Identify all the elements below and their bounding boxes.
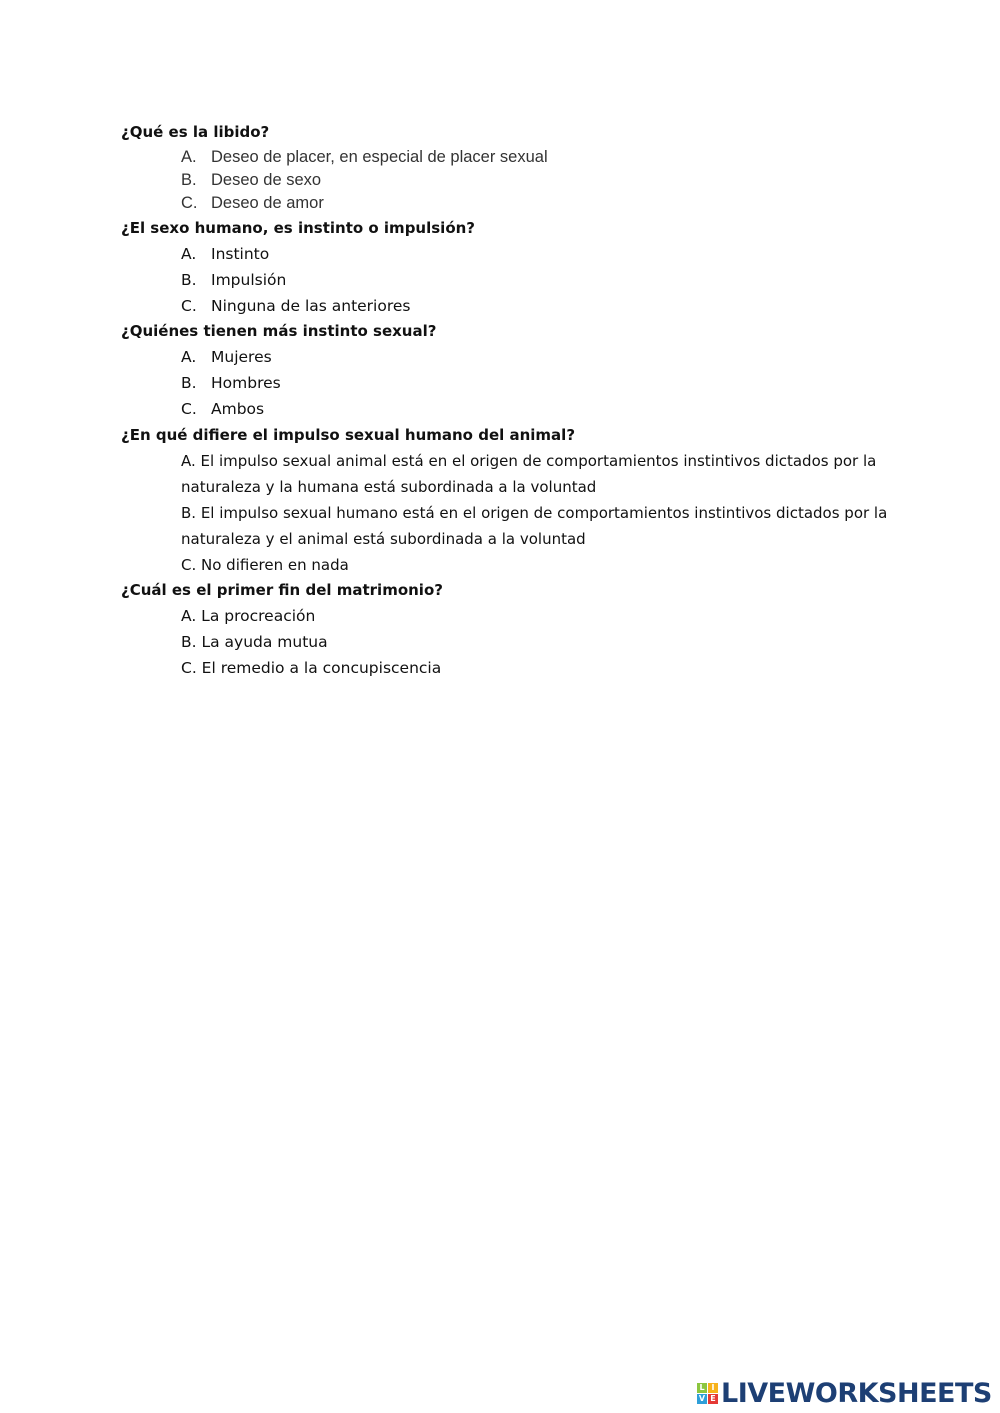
logo-letter: I xyxy=(708,1383,718,1393)
option-3a[interactable] xyxy=(181,347,272,367)
option-text: Instinto xyxy=(211,245,270,263)
option-text: Mujeres xyxy=(211,348,272,366)
option-2a[interactable] xyxy=(181,244,269,264)
option-4b-line2[interactable]: naturaleza y el animal está subordinada a la voluntad xyxy=(181,530,586,548)
option-1c[interactable] xyxy=(181,193,324,213)
option-3c[interactable] xyxy=(181,399,264,419)
option-text: Impulsión xyxy=(211,271,287,289)
logo-letter: L xyxy=(697,1383,707,1393)
option-text: Hombres xyxy=(211,374,281,392)
option-text: Deseo de sexo xyxy=(211,171,322,189)
option-1a[interactable] xyxy=(181,147,548,167)
option-letter: B. xyxy=(181,171,197,189)
question-4: ¿En qué difiere el impulso sexual humano del animal? xyxy=(121,426,576,444)
option-2c[interactable] xyxy=(181,296,411,316)
option-letter: A. xyxy=(181,348,197,366)
question-3: ¿Quiénes tienen más instinto sexual? xyxy=(121,322,437,340)
option-4a-line1[interactable]: A. El impulso sexual animal está en el origen de comportamientos instintivos dictados por la xyxy=(181,452,877,470)
option-4c[interactable]: C. No difieren en nada xyxy=(181,556,349,574)
option-letter: A. xyxy=(181,148,197,166)
logo-letter: V xyxy=(698,1394,706,1403)
option-3b[interactable] xyxy=(181,373,281,393)
logo-letter: E xyxy=(708,1394,718,1404)
logo-text: LIVEWORKSHEETS xyxy=(721,1378,992,1409)
option-text: Ambos xyxy=(211,400,265,418)
option-text: Deseo de amor xyxy=(211,194,324,212)
option-1b[interactable] xyxy=(181,170,321,190)
option-letter: B. xyxy=(181,271,197,289)
option-letter: B. xyxy=(181,374,197,392)
liveworksheets-logo xyxy=(697,1378,992,1409)
logo-cube-icon xyxy=(697,1383,718,1404)
option-4b-line1[interactable]: B. El impulso sexual humano está en el origen de comportamientos instintivos dictados por la xyxy=(181,504,888,522)
option-letter: C. xyxy=(181,297,197,315)
question-2: ¿El sexo humano, es instinto o impulsión? xyxy=(121,219,476,237)
option-2b[interactable] xyxy=(181,270,286,290)
option-letter: C. xyxy=(181,194,198,212)
option-letter: A. xyxy=(181,245,197,263)
option-text: Deseo de placer, en especial de placer sexual xyxy=(211,148,548,166)
option-5b[interactable]: B. La ayuda mutua xyxy=(181,633,328,651)
option-4a-line2[interactable]: naturaleza y la humana está subordinada a la voluntad xyxy=(181,478,597,496)
option-text: Ninguna de las anteriores xyxy=(211,297,411,315)
question-1: ¿Qué es la libido? xyxy=(121,123,270,141)
option-5a[interactable]: A. La procreación xyxy=(181,607,316,625)
question-5: ¿Cuál es el primer fin del matrimonio? xyxy=(121,581,443,599)
option-5c[interactable]: C. El remedio a la concupiscencia xyxy=(181,659,442,677)
option-letter: C. xyxy=(181,400,197,418)
